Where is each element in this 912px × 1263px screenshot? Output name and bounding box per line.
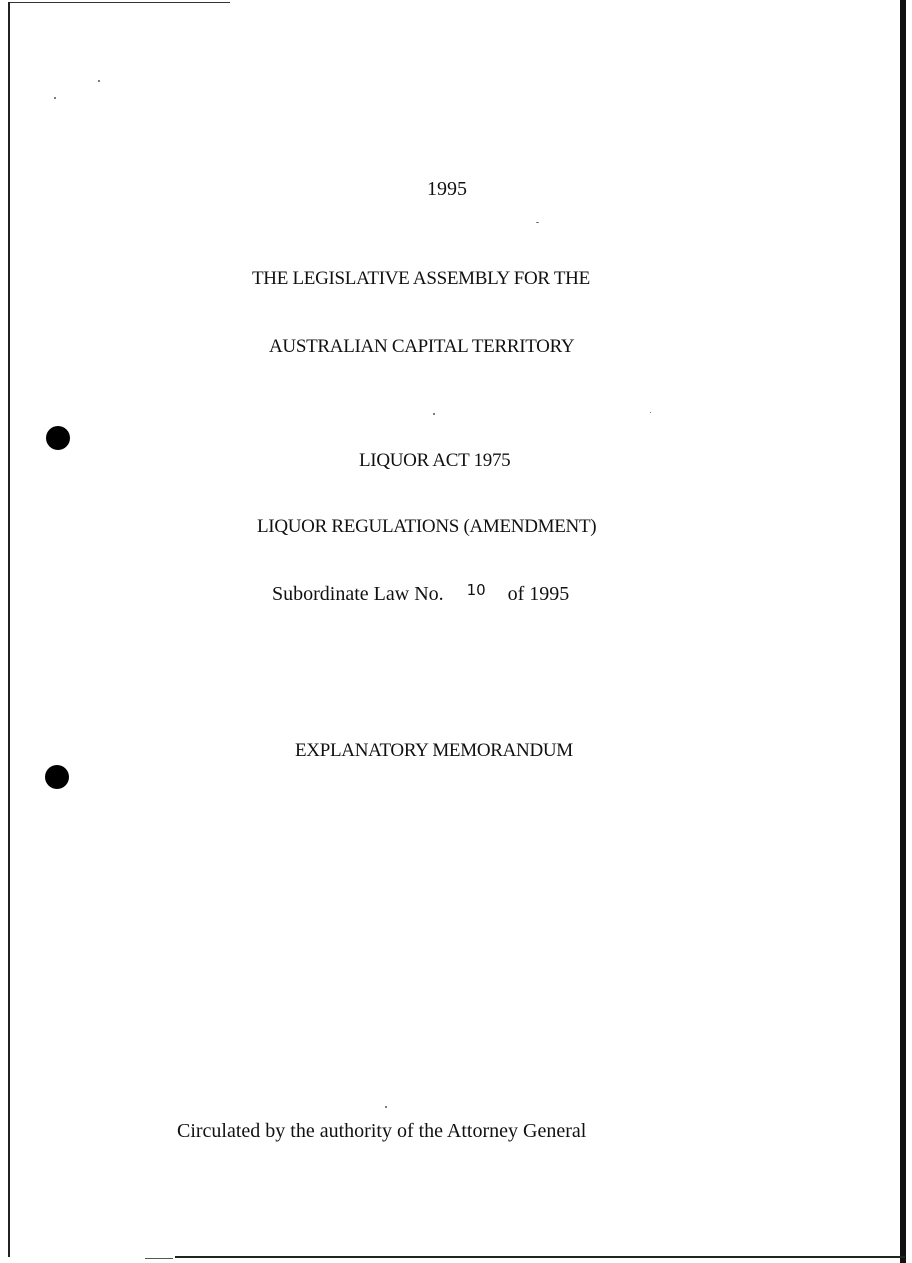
- subordinate-law-number-handwritten: 10: [466, 581, 486, 599]
- memorandum-heading: EXPLANATORY MEMORANDUM: [295, 740, 573, 761]
- regulation-title: LIQUOR REGULATIONS (AMENDMENT): [257, 516, 597, 537]
- scan-border-right: [900, 0, 906, 1263]
- subordinate-law-prefix: Subordinate Law No.: [272, 583, 444, 605]
- assembly-heading-line-1: THE LEGISLATIVE ASSEMBLY FOR THE: [252, 268, 590, 289]
- scan-border-bottom: [175, 1256, 905, 1258]
- scan-border-bottom-fragment: [145, 1258, 173, 1259]
- punch-hole-top: [46, 426, 70, 450]
- scan-speck: [433, 413, 435, 415]
- scan-speck: [54, 97, 56, 99]
- circulated-by-statement: Circulated by the authority of the Attorney General: [177, 1120, 587, 1142]
- scan-speck: [650, 412, 651, 413]
- subordinate-law-line: [272, 583, 569, 606]
- scan-speck: [385, 1106, 387, 1108]
- scan-speck: [98, 80, 100, 82]
- scan-border-top: [8, 2, 230, 3]
- assembly-heading-line-2: AUSTRALIAN CAPITAL TERRITORY: [269, 336, 575, 357]
- punch-hole-bottom: [45, 765, 69, 789]
- document-year: 1995: [427, 178, 467, 200]
- scan-speck: [536, 222, 539, 223]
- scan-border-left: [8, 2, 10, 1257]
- subordinate-law-suffix: of 1995: [507, 583, 570, 605]
- act-title: LIQUOR ACT 1975: [359, 450, 511, 471]
